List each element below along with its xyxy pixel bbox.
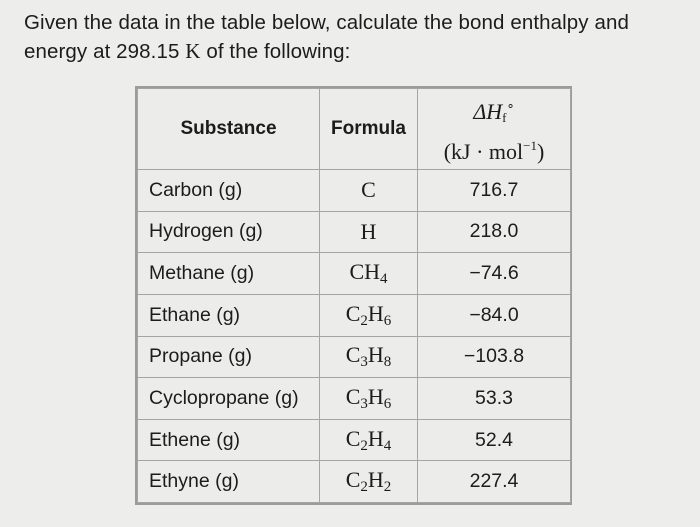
formula-cell <box>320 294 418 336</box>
formula-element: H <box>367 467 384 493</box>
substance-cell: Carbon (g) <box>138 170 320 212</box>
header-enthalpy <box>418 89 571 170</box>
formula-subscript: 2 <box>360 312 368 329</box>
table-row <box>138 170 571 212</box>
enthalpy-unit-open: (kJ · mol <box>443 139 524 164</box>
formula-subscript: 3 <box>360 354 368 371</box>
formula-cell <box>320 461 418 503</box>
formula-element: C <box>345 467 361 493</box>
formula-cell <box>320 378 418 420</box>
formula-cell <box>320 170 418 212</box>
formula-element: H <box>367 342 384 368</box>
formula-element: H <box>367 425 384 451</box>
formula-cell <box>320 336 418 378</box>
question-text <box>24 8 684 66</box>
table-row <box>138 419 571 461</box>
question-text-start: Given the data in the table below, calculate the bond enthalpy and energy at 298.15 <box>24 11 629 63</box>
question-text-end: of the following: <box>200 40 351 63</box>
table-row <box>138 336 571 378</box>
enthalpy-unit-exp: −1 <box>523 138 537 153</box>
formula-cell <box>320 253 418 295</box>
substance-cell: Cyclopropane (g) <box>138 378 320 420</box>
header-substance: Substance <box>138 89 320 170</box>
formula-element: H <box>367 383 384 409</box>
substance-cell: Hydrogen (g) <box>138 211 320 253</box>
enthalpy-value-cell: 53.3 <box>418 378 571 420</box>
enthalpy-value-cell: −84.0 <box>418 294 571 336</box>
enthalpy-value-cell: −103.8 <box>418 336 571 378</box>
formula-subscript: 2 <box>360 479 368 496</box>
formula-cell <box>320 419 418 461</box>
table-row <box>138 461 571 503</box>
table-header-row <box>138 89 571 170</box>
formula-subscript: 3 <box>360 395 368 412</box>
formula-subscript: 4 <box>383 437 392 454</box>
enthalpy-value-cell: −74.6 <box>418 253 571 295</box>
substance-cell: Ethane (g) <box>138 294 320 336</box>
substance-cell: Propane (g) <box>138 336 320 378</box>
enthalpy-value-cell: 716.7 <box>418 170 571 212</box>
formula-subscript: 4 <box>380 271 388 288</box>
enthalpy-value-cell: 218.0 <box>418 211 571 253</box>
formula-element: C <box>345 383 361 409</box>
formula-element: H <box>367 300 384 326</box>
enthalpy-table <box>137 88 571 503</box>
formula-subscript: 6 <box>383 312 392 329</box>
table-row <box>138 294 571 336</box>
table-row <box>138 253 571 295</box>
formula-cell <box>320 211 418 253</box>
table-row <box>138 211 571 253</box>
enthalpy-table-container <box>135 86 572 505</box>
enthalpy-unit-close: ) <box>536 139 545 164</box>
enthalpy-symbol-sub: f <box>502 110 507 125</box>
formula-element: CH <box>349 259 381 285</box>
formula-subscript: 6 <box>383 395 392 412</box>
substance-cell: Methane (g) <box>138 253 320 295</box>
formula-subscript: 8 <box>383 354 392 371</box>
formula-element: C <box>345 300 361 326</box>
enthalpy-value-cell: 52.4 <box>418 419 571 461</box>
enthalpy-symbol-main: ΔH <box>473 99 503 124</box>
formula-element: C <box>361 177 376 203</box>
formula-subscript: 2 <box>383 479 392 496</box>
enthalpy-unit <box>418 132 570 166</box>
formula-element: C <box>345 342 361 368</box>
header-formula: Formula <box>320 89 418 170</box>
substance-cell: Ethene (g) <box>138 419 320 461</box>
temperature-unit: K <box>185 39 201 63</box>
substance-cell: Ethyne (g) <box>138 461 320 503</box>
table-row <box>138 378 571 420</box>
formula-subscript: 2 <box>360 437 368 454</box>
enthalpy-symbol-sup: ∘ <box>506 98 515 113</box>
enthalpy-value-cell: 227.4 <box>418 461 571 503</box>
formula-element: H <box>360 218 377 244</box>
enthalpy-symbol <box>418 92 570 132</box>
formula-element: C <box>345 425 361 451</box>
